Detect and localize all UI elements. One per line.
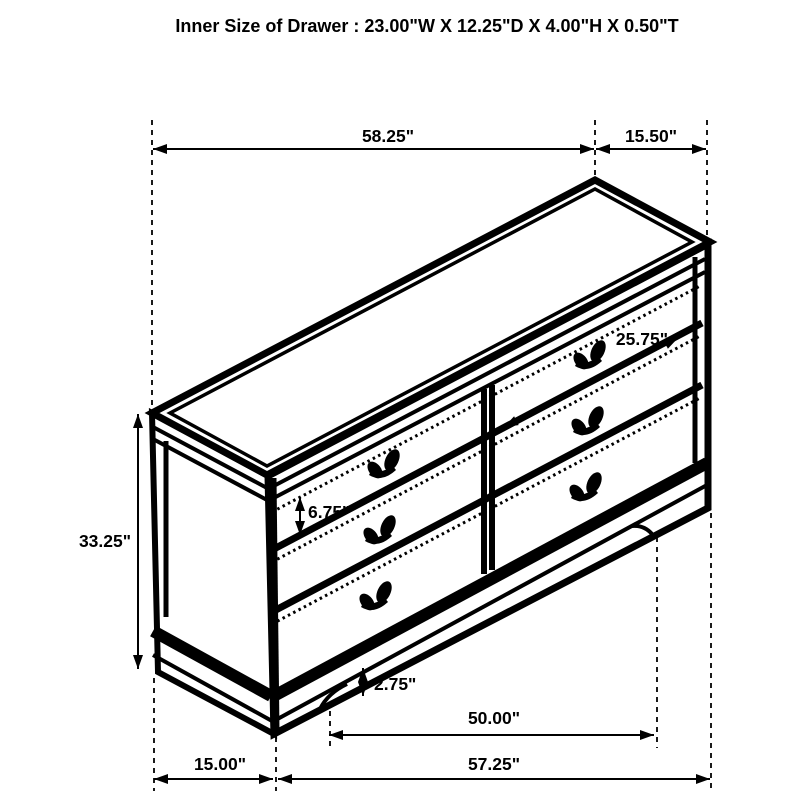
dim-top-depth [596, 126, 706, 149]
dim-top-width-label: 58.25" [361, 126, 415, 146]
dim-bottom-width [278, 754, 710, 779]
dim-bottom-depth-label: 15.00" [193, 754, 247, 774]
dim-feet-span [329, 708, 654, 735]
dim-overall-height-label: 33.25" [78, 531, 132, 551]
dim-bottom-depth [154, 754, 273, 779]
dim-top-depth-label: 15.50" [624, 126, 678, 146]
diagram-title: Inner Size of Drawer : 23.00"W X 12.25"D X 4.00"H X 0.50"T [175, 16, 679, 36]
dim-drawer-diagonal-label: 25.75" [615, 329, 668, 349]
dim-drawer-face-height-label: 6.75" [308, 502, 351, 522]
dim-feet-span-label: 50.00" [467, 708, 521, 728]
dresser-drawing [152, 180, 710, 734]
dim-bottom-width-label: 57.25" [467, 754, 521, 774]
dim-base-height-label: 2.75" [374, 674, 417, 694]
dim-overall-height [79, 414, 138, 669]
dim-top-width [153, 126, 594, 149]
